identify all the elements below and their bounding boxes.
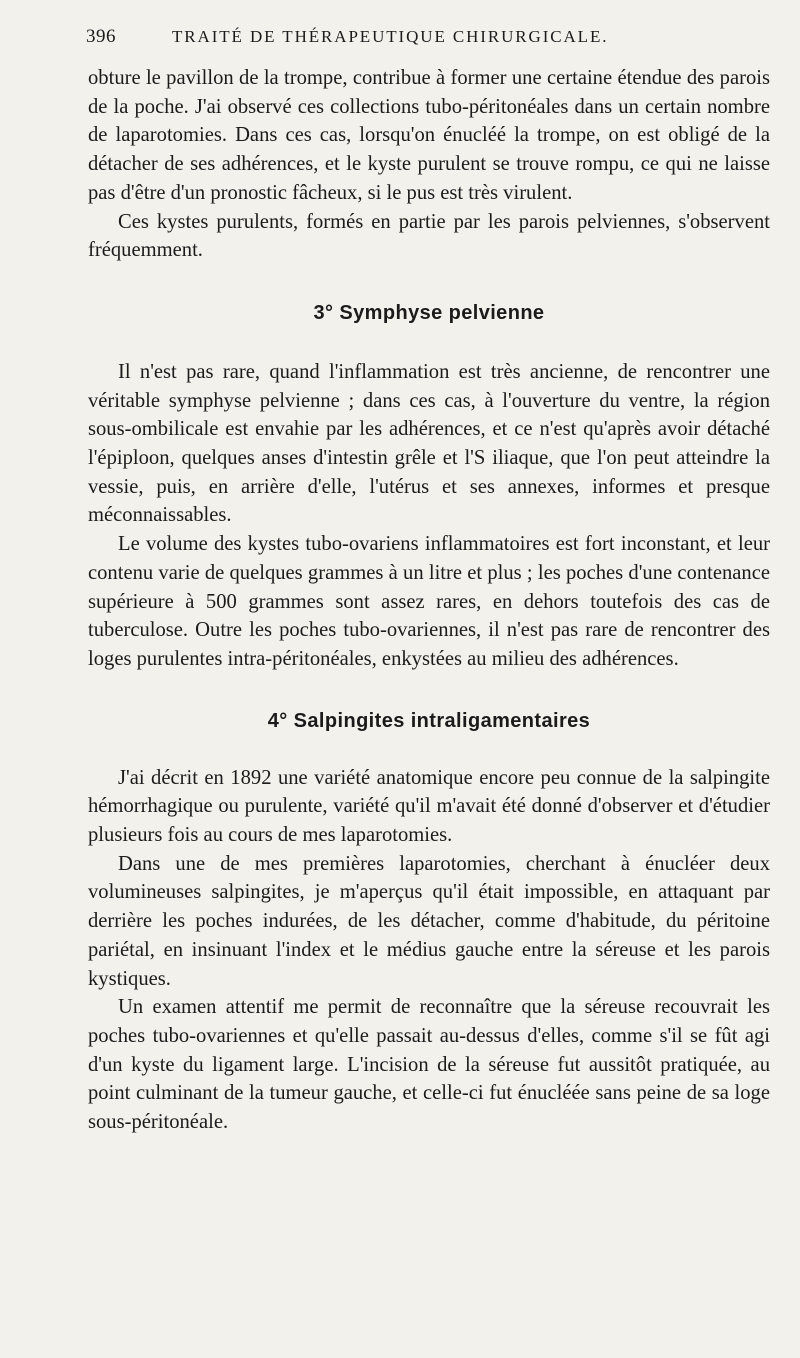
section-heading-symphyse: 3° Symphyse pelvienne xyxy=(313,301,545,324)
page-number: 396 xyxy=(86,26,116,47)
paragraph: Il n'est pas rare, quand l'inflammation est très ancienne, de rencontrer une véritable symphyse pelvienne ; dans ces cas, à l'ouverture du ventre, la région sous-ombilicale est envahie par les adhérences, et ce n'est qu'après avoir détaché l'épiploon, quelques anses d'intestin grêle et l'S iliaque, que l'on peut atteindre la vessie, puis, en arrière d'elle, l'utérus et ses annexes, informes et presque méconnaissables. xyxy=(88,360,770,527)
paragraph: Un examen attentif me permit de reconnaître que la séreuse recouvrait les poches tubo-ovariennes et qu'elle passait au-dessus d'elles, comme s'il se fût agi d'un kyste du ligament large. L'incision de la séreuse fut aussitôt pratiquée, au point culminant de la tumeur gauche, et celle-ci fut énucléée sans peine de sa loge sous-péritonéale. xyxy=(88,996,770,1134)
running-title: TRAITÉ DE THÉRAPEUTIQUE CHIRURGICALE. xyxy=(172,27,609,46)
paragraph: Dans une de mes premières laparotomies, cherchant à énucléer deux volumineuses salpingites, je m'aperçus qu'il était impossible, en attaquant par derrière les poches indurées, de les détacher, comme d'habitude, du péritoine pariétal, en insinuant l'index et le médius gauche entre la séreuse et les parois kystiques. xyxy=(88,852,770,990)
body-text xyxy=(88,64,770,1137)
paragraph: obture le pavillon de la trompe, contribue à former une certaine étendue des parois de la poche. J'ai observé ces collections tubo-péritonéales dans un certain nombre de laparotomies. Dans ces cas, lorsqu'on énucléé la trompe, on est obligé de la détacher de ses adhérences, et le kyste purulent se trouve rompu, ce qui ne laisse pas d'être d'un pronostic fâcheux, si le pus est très virulent. xyxy=(88,67,770,204)
paragraph: J'ai décrit en 1892 une variété anatomique encore peu connue de la salpingite hémorrhagique ou purulente, variété qu'il m'avait été donné d'observer et d'étudier plusieurs fois au cours de mes laparotomies. xyxy=(88,766,770,847)
section-heading-salpingites: 4° Salpingites intraligamentaires xyxy=(267,709,591,732)
paragraph: Le volume des kystes tubo-ovariens inflammatoires est fort inconstant, et leur contenu varie de quelques grammes à un litre et plus ; les poches d'une contenance supérieure à 500 grammes sont assez rares, en dehors toutefois des cas de tuberculose. Outre les poches tubo-ovariennes, il n'est pas rare de rencontrer des loges purulentes intra-péritonéales, enkystées au milieu des adhérences. xyxy=(88,533,770,670)
paragraph: Ces kystes purulents, formés en partie par les parois pelviennes, s'observent fréquemment. xyxy=(88,210,770,262)
running-head xyxy=(88,26,770,60)
